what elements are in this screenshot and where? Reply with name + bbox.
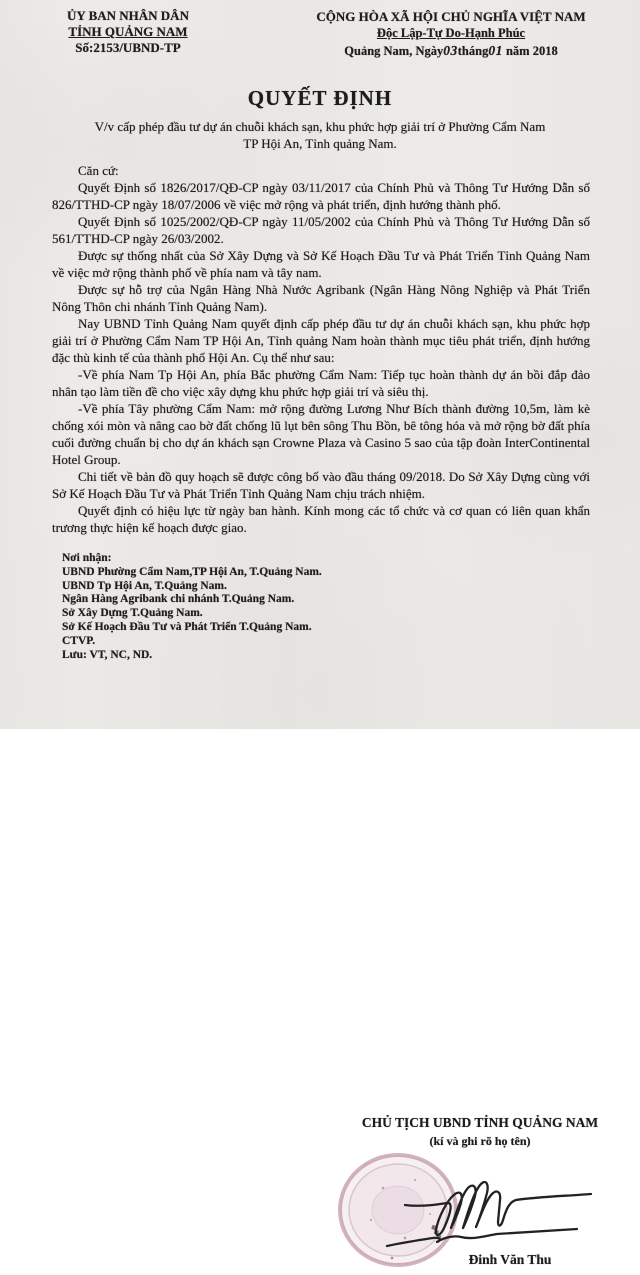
signer-name: Đinh Văn Thu [468,1252,552,1267]
body-paragraph: Căn cứ: [78,163,119,178]
official-stamp-icon [340,1155,456,1265]
body-paragraph: -Về phía Nam Tp Hội An, phía Bắc phường Cẩm Nam: Tiếp tục hoàn thành dự án bồi đắp đảo nhân tạo làm tiền đề cho việc xây dựng khu phức hợp giải trí và siêu thị. [52,367,590,399]
letterhead [0,0,640,60]
body-paragraph: Quyết định có hiệu lực từ ngày ban hành. Kính mong các tổ chức và cơ quan có liên quan khẩn trương thực hiện kế hoạch được giao. [52,503,590,535]
document-title: QUYẾT ĐỊNH [247,86,393,110]
recipient-item: Sở Kế Hoạch Đầu Tư và Phát Triển T.Quảng Nam. [62,620,312,633]
signature-block [330,1115,630,1149]
issuing-authority-block [28,8,228,60]
document-number: Số:2153/UBND-TP [75,40,181,55]
recipient-item: Lưu: VT, NC, ND. [62,648,153,661]
document-body [52,162,590,536]
year-label: năm 2018 [505,44,558,58]
handwritten-day: 03 [443,43,458,58]
month-label: tháng [457,44,489,58]
issuer-province: TỈNH QUẢNG NAM [68,24,188,39]
recipient-item: UBND Phường Cẩm Nam,TP Hội An, T.Quảng Nam. [62,565,322,578]
national-header-block [286,8,616,60]
document-subject [0,118,640,152]
place-date-line [286,42,616,60]
signer-title: CHỦ TỊCH UBND TỈNH QUẢNG NAM [361,1115,599,1130]
body-paragraph: Được sự hỗ trợ của Ngân Hàng Nhà Nước Agribank (Ngân Hàng Nông Nghiệp và Phát Triển Nông Thôn chi nhánh Tỉnh Quảng Nam). [52,282,590,314]
body-paragraph: Quyết Định số 1826/2017/QĐ-CP ngày 03/11/2017 của Chính Phủ và Thông Tư Hướng Dẫn số 826/TTHD-CP ngày 18/07/2006 về việc mở rộng và phát triển, định hướng thành phố. [52,180,590,212]
recipients-heading: Nơi nhận: [62,552,112,564]
handwritten-month: 01 [488,43,503,58]
recipient-item: CTVP. [62,634,96,647]
body-paragraph: -Về phía Tây phường Cẩm Nam: mở rộng đường Lương Như Bích thành đường 10,5m, làm kè chống xói mòn và nâng cao bờ đất chống lũ lụt bên sông Thu Bồn, bê tông hóa và mở rộng bờ đất phía cuối đường chuẩn bị cho dự án khách sạn Crowne Plaza và Casino 5 sao của tập đoàn InterContinental Hotel Group. [52,401,590,467]
subject-line-2: TP Hội An, Tỉnh quảng Nam. [243,136,397,151]
recipient-item: Sở Xây Dựng T.Quảng Nam. [62,607,203,620]
body-paragraph: Chi tiết về bản đồ quy hoạch sẽ được công bố vào đầu tháng 09/2018. Do Sở Xây Dựng cùng với Sở Kế Hoạch Đầu Tư và Phát Triển Tỉnh Quảng Nam chịu trách nhiệm. [52,469,590,501]
date-prefix: Quảng Nam, Ngày [344,44,444,58]
body-paragraph: Quyết Định số 1025/2002/QĐ-CP ngày 11/05/2002 của Chính Phủ và Thông Tư Hướng Dẫn số 561/TTHD-CP ngày 26/03/2002. [52,214,590,246]
recipient-item: Ngân Hàng Agribank chi nhánh T.Quảng Nam. [62,593,295,606]
body-paragraph: Được sự thống nhất của Sở Xây Dựng và Sở Kế Hoạch Đầu Tư và Phát Triển Tỉnh Quảng Nam về việc mở rộng thành phố về phía nam và tây nam. [52,248,590,280]
national-motto-line2: Độc Lập-Tự Do-Hạnh Phúc [376,26,526,40]
signing-instruction: (kí và ghi rõ họ tên) [429,1134,531,1148]
svg-text:◆◆◆: ◆◆◆ [429,1223,444,1242]
document-footer [0,552,640,1267]
subject-line-1: V/v cấp phép đầu tư dự án chuỗi khách sạn, khu phức hợp giải trí ở Phường Cẩm Nam [94,119,546,134]
recipients-block [62,552,640,662]
body-paragraph: Nay UBND Tỉnh Quảng Nam quyết định cấp phép đầu tư dự án chuỗi khách sạn, khu phức hợp giải trí ở Phường Cẩm Nam TP Hội An, Tỉnh quảng Nam hoàn thành mục tiêu phát triển, định hướng đặc thù kinh tế của thành phố Hội An. Cụ thể như sau: [52,316,590,365]
national-motto-line1: CỘNG HÒA XÃ HỘI CHỦ NGHĨA VIỆT NAM [316,9,586,24]
issuer-name: ỦY BAN NHÂN DÂN [67,8,189,23]
recipient-item: UBND Tp Hội An, T.Quảng Nam. [62,579,227,592]
